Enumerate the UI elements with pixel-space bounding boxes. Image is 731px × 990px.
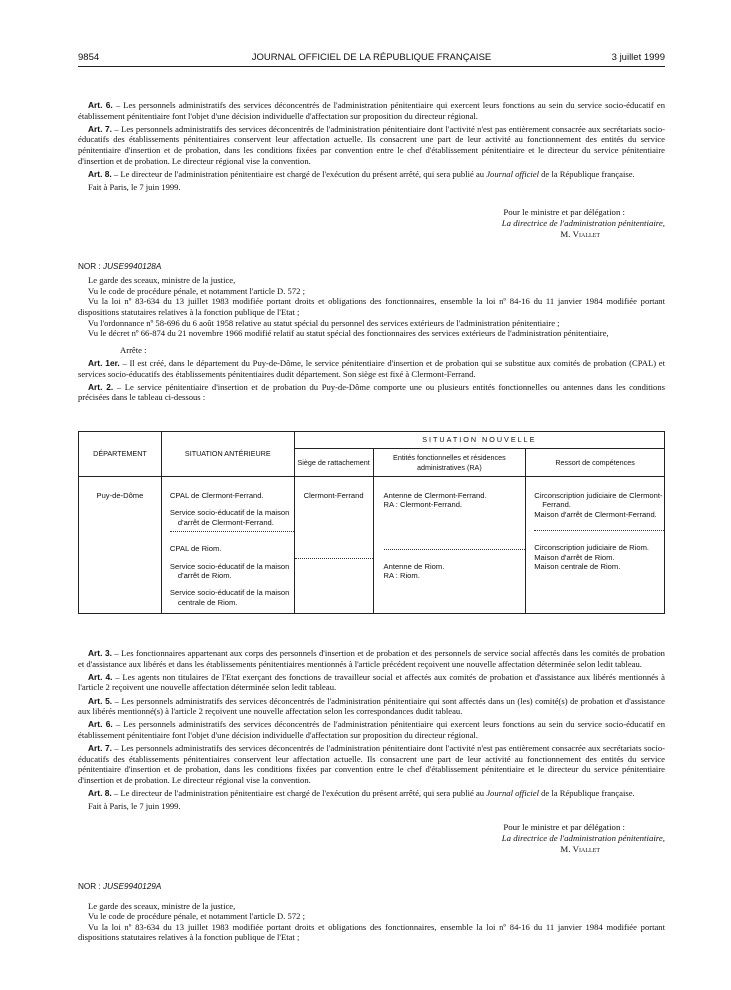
article-text: – Les fonctionnaires appartenant aux corps des personnels d'insertion et de probation et des personnels de service social affectés dans les comités de probation et d'assistance aux libérés et dans les établissements pénitentiaires mentionnés à l'article précédent reçoivent une nouvelle affectation déterminée selon ledit tableau. bbox=[78, 648, 665, 669]
article-text: – Le directeur de l'administration pénitentiaire est chargé de l'exécution du présent arrêté, qui sera publié au bbox=[111, 788, 487, 799]
journal-reference: Journal officiel bbox=[486, 168, 539, 179]
article-2 bbox=[78, 382, 665, 403]
cell-ressort bbox=[526, 477, 665, 614]
arrete: Arrête : bbox=[120, 344, 147, 355]
article-1 bbox=[78, 358, 665, 379]
anterior-item: Service socio-éducatif de la maison d'arrêt de Riom. bbox=[169, 561, 290, 581]
article-label: Art. 6. bbox=[88, 719, 113, 730]
cell-situation-anterieure bbox=[161, 477, 294, 614]
visa: Vu le décret nº 66-874 du 21 novembre 1966 modifié relatif au statut spécial des fonctionnaires des services extérieurs de l'administration pénitentiaire, bbox=[88, 328, 609, 339]
nor-label: NOR : bbox=[78, 882, 104, 891]
signature-date: Fait à Paris, le 7 juin 1999. bbox=[88, 801, 181, 812]
article-label: Art. 4. bbox=[88, 671, 113, 682]
article-8 bbox=[78, 788, 665, 799]
article-label: Art. 1er. bbox=[88, 357, 120, 368]
entite-value: Antenne de Clermont-Ferrand. bbox=[383, 491, 487, 500]
ressort-value: Circonscription judiciaire de Clermont-Ferrand. bbox=[534, 491, 663, 510]
col-situation-anterieure: SITUATION ANTÉRIEURE bbox=[161, 432, 294, 477]
article-7 bbox=[78, 124, 665, 166]
situation-table bbox=[78, 431, 665, 614]
signatory bbox=[78, 229, 665, 240]
group-separator bbox=[384, 549, 526, 581]
article-text: de la République française. bbox=[538, 168, 635, 179]
ra-value: RA : Clermont-Ferrand. bbox=[383, 500, 463, 510]
signatory-initial: M. bbox=[560, 844, 573, 855]
ressort-value: Maison d'arrêt de Riom. bbox=[534, 552, 615, 562]
article-4 bbox=[78, 672, 665, 693]
anterior-item: Service socio-éducatif de la maison centrale de Riom. bbox=[169, 588, 290, 607]
issue-date: 3 juillet 1999 bbox=[611, 52, 665, 63]
article-8 bbox=[78, 169, 665, 180]
signature-line: Pour le ministre et par délégation : bbox=[503, 206, 625, 217]
decree-articles-continued bbox=[78, 648, 665, 855]
col-situation-nouvelle: SITUATION NOUVELLE bbox=[294, 432, 664, 449]
group-separator bbox=[534, 530, 664, 571]
article-label: Art. 8. bbox=[88, 788, 112, 799]
article-label: Art. 7. bbox=[88, 123, 112, 134]
signature-title: La directrice de l'administration pénitentiaire, bbox=[501, 217, 665, 228]
ressort-value: Circonscription judiciaire de Riom. bbox=[534, 543, 650, 553]
article-label: Art. 5. bbox=[88, 695, 113, 706]
article-5 bbox=[78, 696, 665, 717]
cell-entites bbox=[373, 477, 526, 614]
article-text: – Il est créé, dans le département du Puy-de-Dôme, le service pénitentiaire d'insertion et de probation qui se substitue aux comités de probation (CPAL) et services socio-éducatifs des établissements pénitentiaires dudit département. Son siège est fixé à Clermont-Ferrand. bbox=[78, 357, 665, 379]
article-text: de la République française. bbox=[538, 788, 635, 799]
decree-intro: Le garde des sceaux, ministre de la justice, bbox=[88, 900, 236, 911]
ressort-value: Maison d'arrêt de Clermont-Ferrand. bbox=[534, 509, 657, 519]
decree-jusE9940128a bbox=[78, 262, 665, 403]
ra-value: RA : Riom. bbox=[383, 571, 420, 581]
nor-reference bbox=[78, 262, 665, 273]
table-header-row bbox=[79, 432, 665, 449]
article-label: Art. 3. bbox=[88, 648, 113, 658]
group-separator bbox=[170, 531, 294, 613]
table-row bbox=[79, 477, 665, 614]
header-rule bbox=[78, 66, 665, 67]
signatory-initial: M. bbox=[560, 228, 573, 239]
journal-title: JOURNAL OFFICIEL DE LA RÉPUBLIQUE FRANÇAISE bbox=[251, 52, 492, 63]
col-departement: DÉPARTEMENT bbox=[79, 432, 162, 477]
signatory bbox=[78, 844, 665, 855]
visa: Vu le code de procédure pénale, et notamment l'article D. 572 ; bbox=[88, 911, 305, 922]
visa: Vu la loi nº 83-634 du 13 juillet 1983 modifiée portant droits et obligations des fonctionnaires, ensemble la loi nº 84-16 du 11 janvier 1984 modifiée portant dispositions statutaires relatives à la fonction publique de l'Etat ; bbox=[78, 296, 665, 317]
signature-block bbox=[78, 207, 665, 241]
signatory-name: Viallet bbox=[572, 844, 600, 855]
article-6 bbox=[78, 100, 665, 121]
article-label: Art. 7. bbox=[88, 743, 112, 754]
cell-siege bbox=[294, 477, 373, 614]
nor-code: JUSE9940129A bbox=[103, 882, 162, 891]
group-separator bbox=[295, 558, 373, 571]
decree-intro: Le garde des sceaux, ministre de la justice, bbox=[88, 275, 236, 286]
visa: Vu le code de procédure pénale, et notamment l'article D. 572 ; bbox=[88, 285, 305, 296]
signature-block bbox=[78, 822, 665, 856]
article-text: – Le service pénitentiaire d'insertion et de probation du Puy-de-Dôme comporte une ou plusieurs entités fonctionnelles ou antennes dans les conditions précisées dans le tableau ci-dessous : bbox=[78, 381, 665, 403]
nor-label: NOR : bbox=[78, 262, 104, 271]
cell-departement: Puy-de-Dôme bbox=[79, 477, 162, 614]
signatory-name: Viallet bbox=[572, 228, 600, 239]
article-text: – Les personnels administratifs des services déconcentrés de l'administration pénitentiaire qui sont affectés dans un (les) comité(s) de probation et d'assistance aux libérés mentionné(s) à l'article 2 reçoivent une nouvelle affectation selon les correspondances dudit tableau. bbox=[78, 695, 665, 717]
nor-reference bbox=[78, 882, 665, 893]
page-number: 9854 bbox=[78, 52, 100, 63]
article-text: – Le directeur de l'administration pénitentiaire est chargé de l'exécution du présent arrêté, qui sera publié au bbox=[111, 168, 487, 179]
col-entites: Entités fonctionnelles et résidences administratives (RA) bbox=[373, 449, 526, 477]
article-label: Art. 2. bbox=[88, 381, 114, 392]
article-3 bbox=[78, 648, 665, 669]
visa: Vu la loi nº 83-634 du 13 juillet 1983 modifiée portant droits et obligations des fonctionnaires, ensemble la loi nº 84-16 du 11 janvier 1984 modifiée portant dispositions statutaires relatives à la fonction publique de l'Etat ; bbox=[78, 921, 665, 943]
article-7 bbox=[78, 743, 665, 785]
article-text: – Les personnels administratifs des services déconcentrés de l'administration pénitentiaire qui exercent leurs fonctions au sein du service socio-éducatif en établissement pénitentiaire font l'objet d'une décision individuelle d'affectation sur proposition du directeur régional. bbox=[78, 100, 665, 121]
anterior-item: CPAL de Clermont-Ferrand. bbox=[169, 491, 264, 500]
article-text: – Les personnels administratifs des services déconcentrés de l'administration pénitentiaire dont l'activité n'est pas entièrement consacrée aux secrétariats socio-éducatifs des établissements pénitentiaires conservent leur affectation actuelle. Ils consacrent une part de leur activité au fonctionnement des entités du service pénitentiaire d'insertion et de probation, dans les conditions fixées par convention entre le chef d'établissement pénitentiaire et le directeur du service pénitentiaire d'insertion et de probation. Le directeur régional vise la convention. bbox=[78, 123, 665, 166]
entite-value: Antenne de Riom. bbox=[383, 561, 445, 571]
anterior-item: CPAL de Riom. bbox=[169, 544, 222, 554]
page-header bbox=[78, 52, 665, 66]
journal-reference: Journal officiel bbox=[486, 788, 539, 799]
article-text: – Les personnels administratifs des services déconcentrés de l'administration pénitentiaire dont l'activité n'est pas entièrement consacrée aux secrétariats socio-éducatifs des établissements pénitentiaires conservent leur affectation actuelle. Ils consacrent une part de leur activité au fonctionnement des entités du service pénitentiaire d'insertion et de probation, dans les conditions fixées par convention entre le chef d'établissement pénitentiaire et le directeur du service pénitentiaire d'insertion et de probation. Le directeur régional vise la convention. bbox=[78, 743, 665, 785]
col-ressort: Ressort de compétences bbox=[526, 449, 665, 477]
nor-code: JUSE9940128A bbox=[103, 262, 162, 271]
siege-value: Clermont-Ferrand bbox=[303, 491, 364, 500]
visa: Vu l'ordonnance nº 58-696 du 6 août 1958 relative au statut spécial du personnel des services extérieurs de l'administration pénitentiaire ; bbox=[88, 317, 560, 328]
article-label: Art. 6. bbox=[88, 100, 113, 110]
decree-jusE9940129a bbox=[78, 882, 665, 943]
article-6 bbox=[78, 719, 665, 740]
signature-date: Fait à Paris, le 7 juin 1999. bbox=[88, 181, 181, 192]
article-label: Art. 8. bbox=[88, 168, 112, 179]
ressort-value: Maison centrale de Riom. bbox=[534, 562, 621, 572]
signature-title: La directrice de l'administration pénitentiaire, bbox=[501, 833, 665, 844]
signature-line: Pour le ministre et par délégation : bbox=[503, 821, 625, 832]
article-text: – Les agents non titulaires de l'Etat exerçant des fonctions de travailleur social et affectés aux comités de probation et d'assistance aux libérés mentionnés à l'article 2 reçoivent une nouvelle affectation déterminée selon ledit tableau. bbox=[78, 671, 665, 693]
previous-decree-end bbox=[78, 100, 665, 240]
anterior-item: Service socio-éducatif de la maison d'arrêt de Clermont-Ferrand. bbox=[169, 508, 290, 527]
article-text: – Les personnels administratifs des services déconcentrés de l'administration pénitentiaire qui exercent leurs fonctions au sein du service socio-éducatif en établissement pénitentiaire font l'objet d'une décision individuelle d'affectation sur proposition du directeur régional. bbox=[78, 719, 665, 740]
col-siege: Siège de rattachement bbox=[294, 449, 373, 477]
